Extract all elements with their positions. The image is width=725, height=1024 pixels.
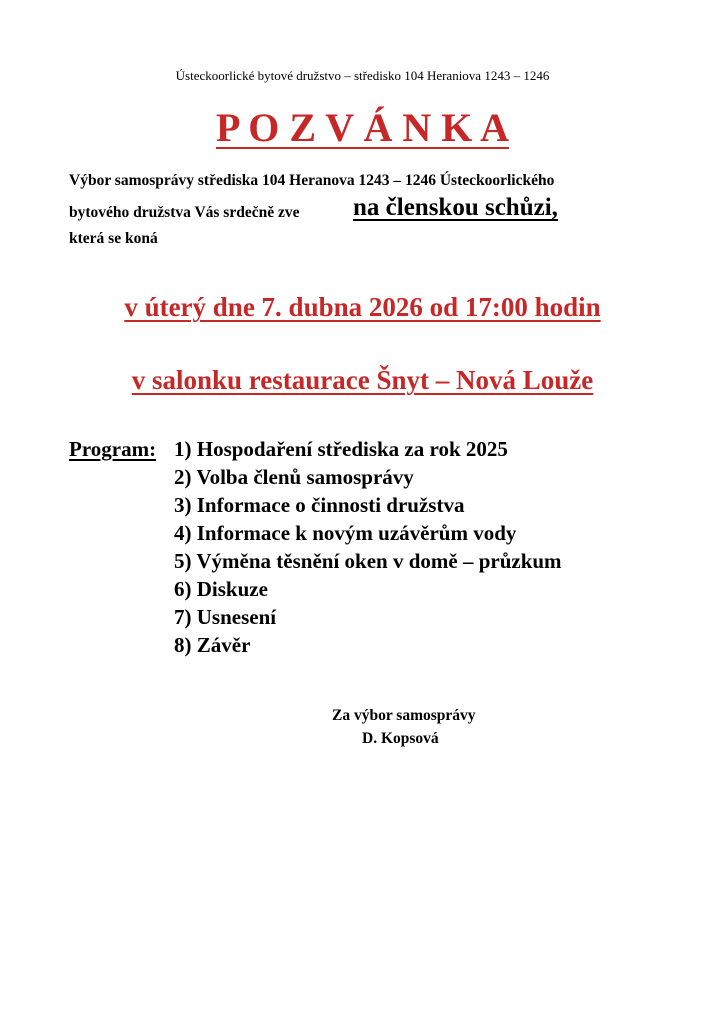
program-item: 2) Volba členů samosprávy xyxy=(174,465,414,489)
program-label-text: Program: xyxy=(69,437,157,461)
page-title: P O Z V Á N K A xyxy=(215,105,510,150)
intro-line-3: která se koná xyxy=(69,230,158,247)
program-item: 1) Hospodaření střediska za rok 2025 xyxy=(174,437,508,461)
program-item: 3) Informace o činnosti družstva xyxy=(174,493,465,517)
meeting-date-time: v úterý dne 7. dubna 2026 od 17:00 hodin xyxy=(124,292,601,322)
signature-title: Za výbor samosprávy xyxy=(332,707,476,724)
program-item: 6) Diskuze xyxy=(174,577,268,601)
program-item: 4) Informace k novým uzávěrům vody xyxy=(174,521,517,545)
program-item: 8) Závěr xyxy=(174,633,251,657)
meeting-location: v salonku restaurace Šnyt – Nová Louže xyxy=(131,365,594,395)
intro-line-2: bytového družstva Vás srdečně zve xyxy=(69,204,300,221)
program-item: 7) Usnesení xyxy=(174,605,277,629)
intro-line-1: Výbor samosprávy střediska 104 Heranova 1243 – 1246 Ústeckoorlického xyxy=(69,172,555,189)
program-item: 5) Výměna těsnění oken v domě – průzkum xyxy=(174,549,562,573)
signature-name: D. Kopsová xyxy=(362,730,439,747)
meeting-type: na členskou schůzi, xyxy=(353,194,558,221)
document-header: Ústeckoorlické bytové družstvo – středisko 104 Heraniova 1243 – 1246 xyxy=(175,68,550,83)
program-label xyxy=(69,437,156,462)
